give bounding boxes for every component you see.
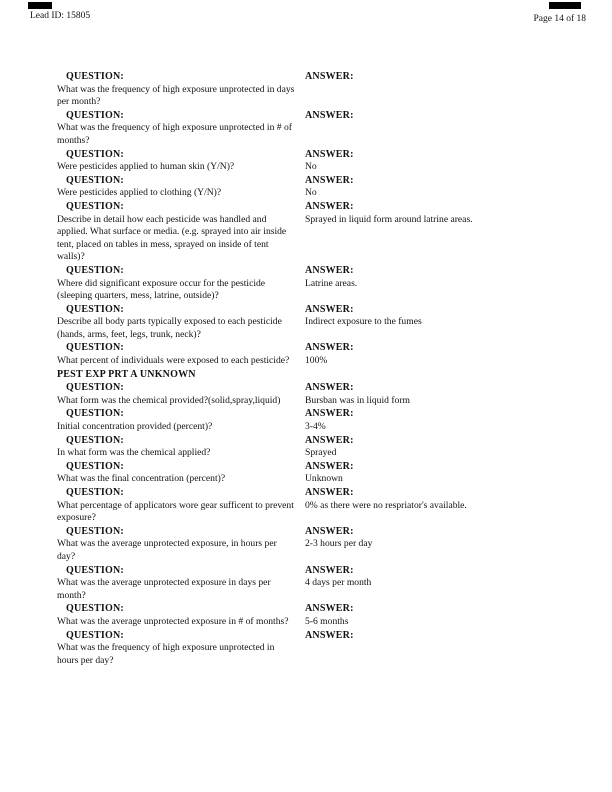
answer-cell [305, 565, 579, 603]
answer-text: Sprayed [305, 447, 337, 459]
question-text: Were pesticides applied to clothing (Y/N)? [57, 187, 222, 199]
answer-cell [305, 603, 579, 628]
answer-label: ANSWER: [305, 460, 354, 472]
answer-cell [305, 265, 579, 303]
qa-row [57, 565, 579, 603]
answer-label: ANSWER: [305, 487, 354, 498]
answer-cell [305, 110, 579, 148]
qa-row [57, 408, 579, 433]
answer-label: ANSWER: [305, 342, 354, 354]
answer-cell [305, 435, 579, 460]
answer-label: ANSWER: [305, 264, 354, 276]
question-cell [57, 71, 305, 109]
answer-text: Indirect exposure to the fumes [305, 316, 422, 328]
question-cell [57, 382, 305, 407]
question-cell [57, 110, 305, 148]
question-cell [57, 265, 305, 303]
question-label: QUESTION: [66, 264, 124, 276]
answer-label: ANSWER: [305, 71, 354, 82]
question-label: QUESTION: [66, 408, 124, 420]
question-cell [57, 342, 305, 367]
qa-row [57, 603, 579, 628]
answer-cell [305, 175, 579, 200]
question-cell [57, 435, 305, 460]
question-label: QUESTION: [66, 109, 124, 121]
question-text: What was the frequency of high exposure unprotected in hours per day? [57, 642, 275, 666]
question-text: What was the average unprotected exposure in days per month? [57, 577, 271, 601]
question-label: QUESTION: [66, 148, 124, 160]
question-cell [57, 408, 305, 433]
qa-row [57, 265, 579, 303]
answer-text: No [305, 187, 317, 199]
answer-label: ANSWER: [305, 408, 354, 420]
answer-text: Latrine areas. [305, 277, 358, 289]
question-text: What was the frequency of high exposure unprotected in days per month? [57, 83, 295, 108]
answer-text: 100% [305, 355, 328, 367]
answer-cell [305, 630, 579, 668]
answer-label: ANSWER: [305, 434, 354, 446]
answer-cell [305, 304, 579, 342]
answer-cell [305, 487, 579, 525]
question-label: QUESTION: [66, 460, 124, 472]
question-label: QUESTION: [66, 434, 124, 446]
answer-cell [305, 526, 579, 564]
answer-cell [305, 201, 579, 264]
qa-list [57, 71, 579, 668]
answer-label: ANSWER: [305, 109, 354, 121]
question-cell [57, 149, 305, 174]
question-text: What percentage of applicators wore gear sufficent to prevent exposure? [57, 499, 294, 524]
answer-cell [305, 408, 579, 433]
qa-row [57, 382, 579, 407]
question-label: QUESTION: [66, 71, 124, 82]
question-label: QUESTION: [66, 382, 124, 394]
answer-label: ANSWER: [305, 603, 354, 615]
answer-cell [305, 342, 579, 367]
answer-cell [305, 149, 579, 174]
question-cell [57, 175, 305, 200]
answer-text: Sprayed in liquid form around latrine areas. [305, 213, 473, 225]
question-cell [57, 304, 305, 342]
answer-label: ANSWER: [305, 200, 354, 212]
question-text: Initial concentration provided (percent)? [57, 421, 213, 433]
question-label: QUESTION: [66, 487, 124, 498]
scan-artifact-left [28, 2, 52, 9]
question-cell [57, 630, 305, 668]
question-text: What form was the chemical provided?(solid,spray,liquid) [57, 394, 281, 406]
qa-row [57, 110, 579, 148]
question-text: What percent of individuals were exposed to each pesticide? [57, 355, 290, 367]
question-text: Were pesticides applied to human skin (Y/N)? [57, 161, 235, 173]
section-header: PEST EXP PRT A UNKNOWN [57, 368, 196, 380]
answer-text: 3-4% [305, 421, 326, 433]
question-text: Describe all body parts typically exposed to each pesticide (hands, arms, feet, legs, trunk, neck)? [57, 316, 282, 340]
answer-label: ANSWER: [305, 303, 354, 315]
answer-text: Bursban was in liquid form [305, 394, 410, 406]
question-label: QUESTION: [66, 564, 124, 576]
question-text: What was the final concentration (percent)? [57, 473, 226, 485]
qa-row [57, 304, 579, 342]
qa-row [57, 149, 579, 174]
question-cell [57, 461, 305, 486]
answer-text: No [305, 161, 317, 173]
question-text: What was the average unprotected exposure in # of months? [57, 615, 289, 627]
answer-label: ANSWER: [305, 564, 354, 576]
qa-row [57, 487, 579, 525]
question-label: QUESTION: [66, 525, 124, 537]
page-number: Page 14 of 18 [533, 14, 586, 24]
answer-label: ANSWER: [305, 148, 354, 160]
question-text: Where did significant exposure occur for the pesticide (sleeping quarters, mess, latrine, outside)? [57, 277, 266, 302]
answer-cell [305, 461, 579, 486]
question-cell [57, 565, 305, 603]
qa-row [57, 630, 579, 668]
answer-text: Unknown [305, 473, 343, 485]
answer-cell [305, 382, 579, 407]
question-text: In what form was the chemical applied? [57, 447, 211, 459]
qa-row [57, 175, 579, 200]
question-cell [57, 201, 305, 264]
question-label: QUESTION: [66, 303, 124, 315]
answer-label: ANSWER: [305, 629, 354, 641]
question-cell [57, 487, 305, 525]
question-label: QUESTION: [66, 342, 124, 354]
answer-text: 2-3 hours per day [305, 538, 373, 550]
question-cell [57, 526, 305, 564]
qa-row [57, 201, 579, 264]
question-label: QUESTION: [66, 603, 124, 615]
answer-text: 5-6 months [305, 615, 349, 627]
answer-text: 4 days per month [305, 577, 372, 589]
lead-id: Lead ID: 15805 [30, 11, 91, 21]
qa-row [57, 71, 579, 109]
question-cell [57, 603, 305, 628]
question-text: What was the frequency of high exposure unprotected in # of months? [57, 122, 292, 146]
answer-cell [305, 71, 579, 109]
answer-label: ANSWER: [305, 525, 354, 537]
answer-label: ANSWER: [305, 382, 354, 394]
answer-label: ANSWER: [305, 174, 354, 186]
qa-row [57, 342, 579, 367]
qa-row [57, 526, 579, 564]
qa-row [57, 461, 579, 486]
question-text: Describe in detail how each pesticide was handled and applied. What surface or media. (e.g. sprayed into air inside tent, placed on tables in mess, sprayed on inside of tent walls)? [57, 213, 287, 263]
question-text: What was the average unprotected exposure, in hours per day? [57, 538, 277, 562]
qa-row [57, 435, 579, 460]
answer-text: 0% as there were no respriator's available. [305, 499, 467, 511]
question-label: QUESTION: [66, 200, 124, 212]
question-label: QUESTION: [66, 629, 124, 641]
question-label: QUESTION: [66, 174, 124, 186]
scan-artifact-right [549, 2, 581, 9]
